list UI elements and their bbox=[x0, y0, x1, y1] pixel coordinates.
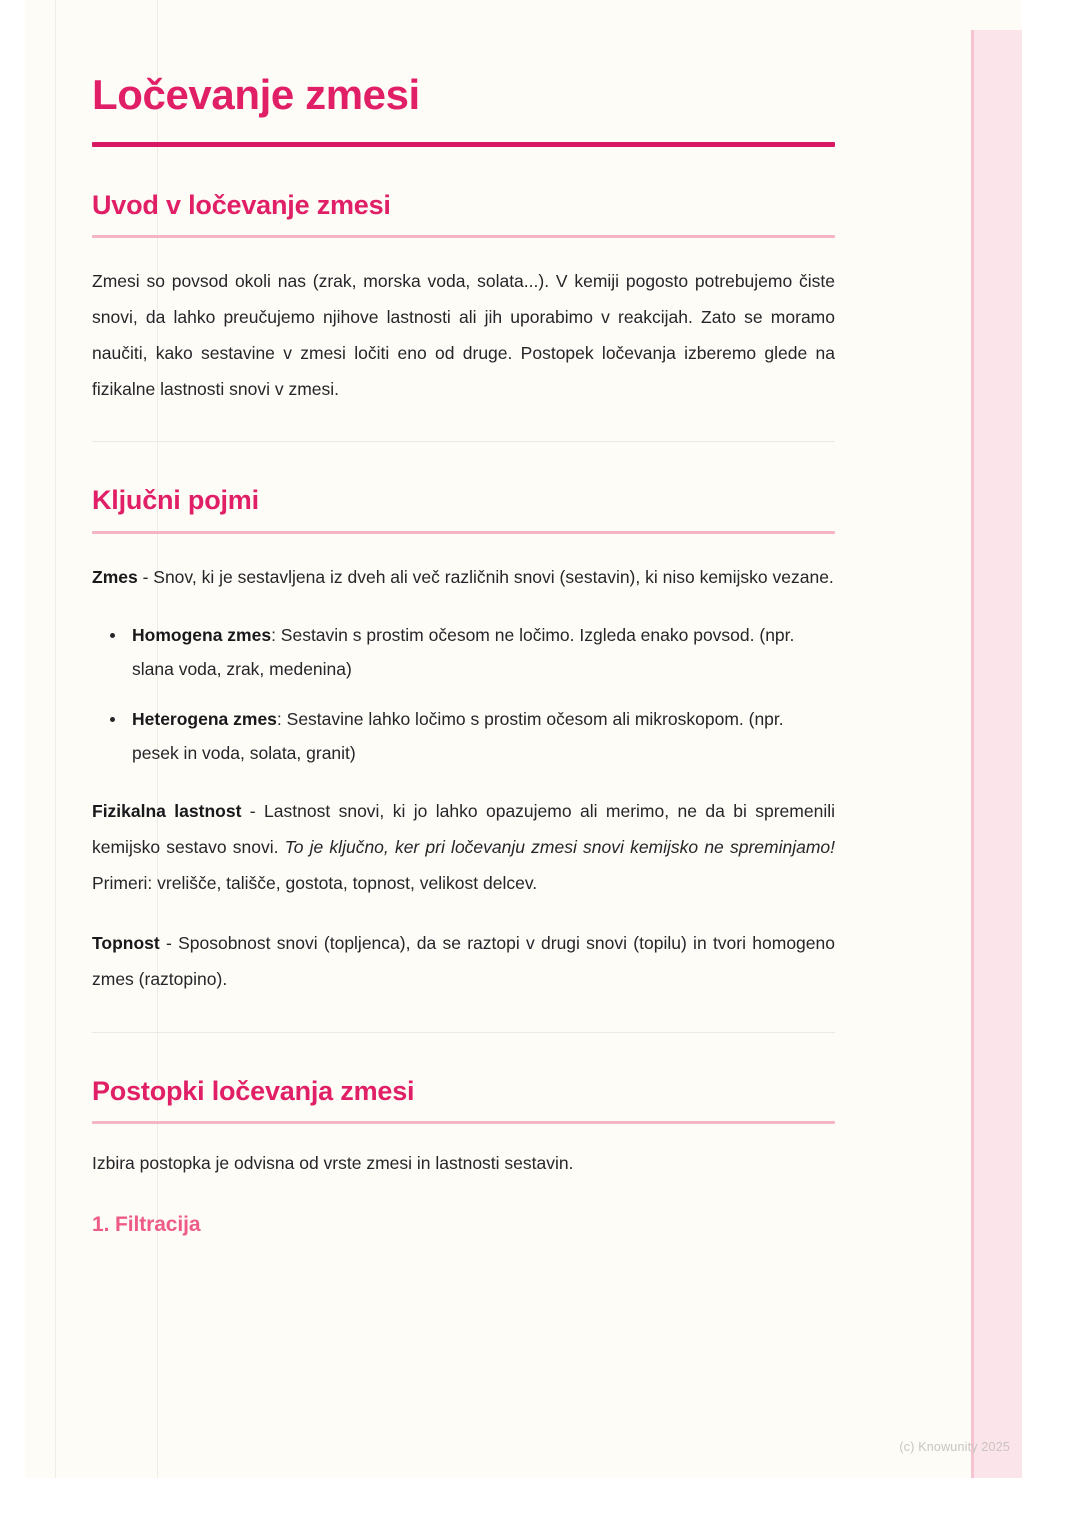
document-content bbox=[92, 70, 835, 1237]
term-zmes bbox=[92, 560, 835, 596]
bullet-list-zmes-types bbox=[92, 618, 835, 771]
document-page bbox=[25, 0, 1022, 1478]
section-heading-kljucni-pojmi: Ključni pojmi bbox=[92, 485, 259, 516]
page-ruling-line-left bbox=[55, 0, 56, 1478]
list-item bbox=[132, 702, 835, 770]
bullet-text-homogena: : Sestavin s prostim očesom ne ločimo. Izgleda enako povsod. (npr. slana voda, zrak, medenina) bbox=[132, 624, 795, 679]
term-label-topnost: Topnost bbox=[92, 932, 160, 953]
bullet-label-homogena: Homogena zmes bbox=[132, 624, 272, 645]
term-topnost bbox=[92, 926, 835, 998]
term-definition-fizikalna-part1: Lastnost snovi, ki jo lahko opazujemo ali merimo, ne da bi spremenili kemijsko sestavo snovi. bbox=[92, 801, 835, 858]
term-definition-fizikalna-emphasis: To je ključno, ker pri ločevanju zmesi snovi kemijsko ne spreminjamo! bbox=[284, 837, 836, 858]
bullet-label-heterogena: Heterogena zmes bbox=[132, 708, 277, 729]
term-dash-zmes: - bbox=[137, 566, 154, 587]
paragraph-postopki: Izbira postopka je odvisna od vrste zmesi in lastnosti sestavin. bbox=[92, 1152, 574, 1173]
term-definition-topnost: Sposobnost snovi (topljenca), da se raztopi v drugi snovi (topilu) in tvori homogeno zmes (raztopino). bbox=[92, 932, 835, 989]
term-definition-fizikalna-part2: Primeri: vrelišče, tališče, gostota, topnost, velikost delcev. bbox=[92, 872, 538, 893]
watermark-copyright: (c) Knowunity 2025 bbox=[899, 1440, 1010, 1454]
term-definition-zmes: Snov, ki je sestavljena iz dveh ali več različnih snovi (sestavin), ki niso kemijsko vezane. bbox=[153, 566, 834, 587]
term-dash-topnost: - bbox=[159, 932, 179, 953]
term-label-fizikalna-lastnost: Fizikalna lastnost bbox=[92, 801, 242, 822]
subheading-filtracija: 1. Filtracija bbox=[92, 1212, 201, 1236]
section-heading-postopki: Postopki ločevanja zmesi bbox=[92, 1075, 415, 1106]
paragraph-uvod: Zmesi so povsod okoli nas (zrak, morska voda, solata...). V kemiji pogosto potrebujemo čiste snovi, da lahko preučujemo njihove lastnosti ali jih uporabimo v reakcijah. Zato se moramo naučiti, kako sestavine v zmesi ločiti eno od druge. Postopek ločevanja izberemo glede na fizikalne lastnosti snovi v zmesi. bbox=[92, 270, 835, 399]
term-dash-fizikalna-lastnost: - bbox=[241, 801, 265, 822]
binding-strip bbox=[974, 30, 1022, 1478]
page-title: Ločevanje zmesi bbox=[92, 71, 420, 118]
term-label-zmes: Zmes bbox=[92, 566, 138, 587]
list-item bbox=[132, 618, 835, 686]
term-fizikalna-lastnost bbox=[92, 794, 835, 902]
section-heading-uvod: Uvod v ločevanje zmesi bbox=[92, 189, 391, 220]
bullet-text-heterogena: : Sestavine lahko ločimo s prostim očesom ali mikroskopom. (npr. pesek in voda, solata, granit) bbox=[132, 708, 784, 764]
